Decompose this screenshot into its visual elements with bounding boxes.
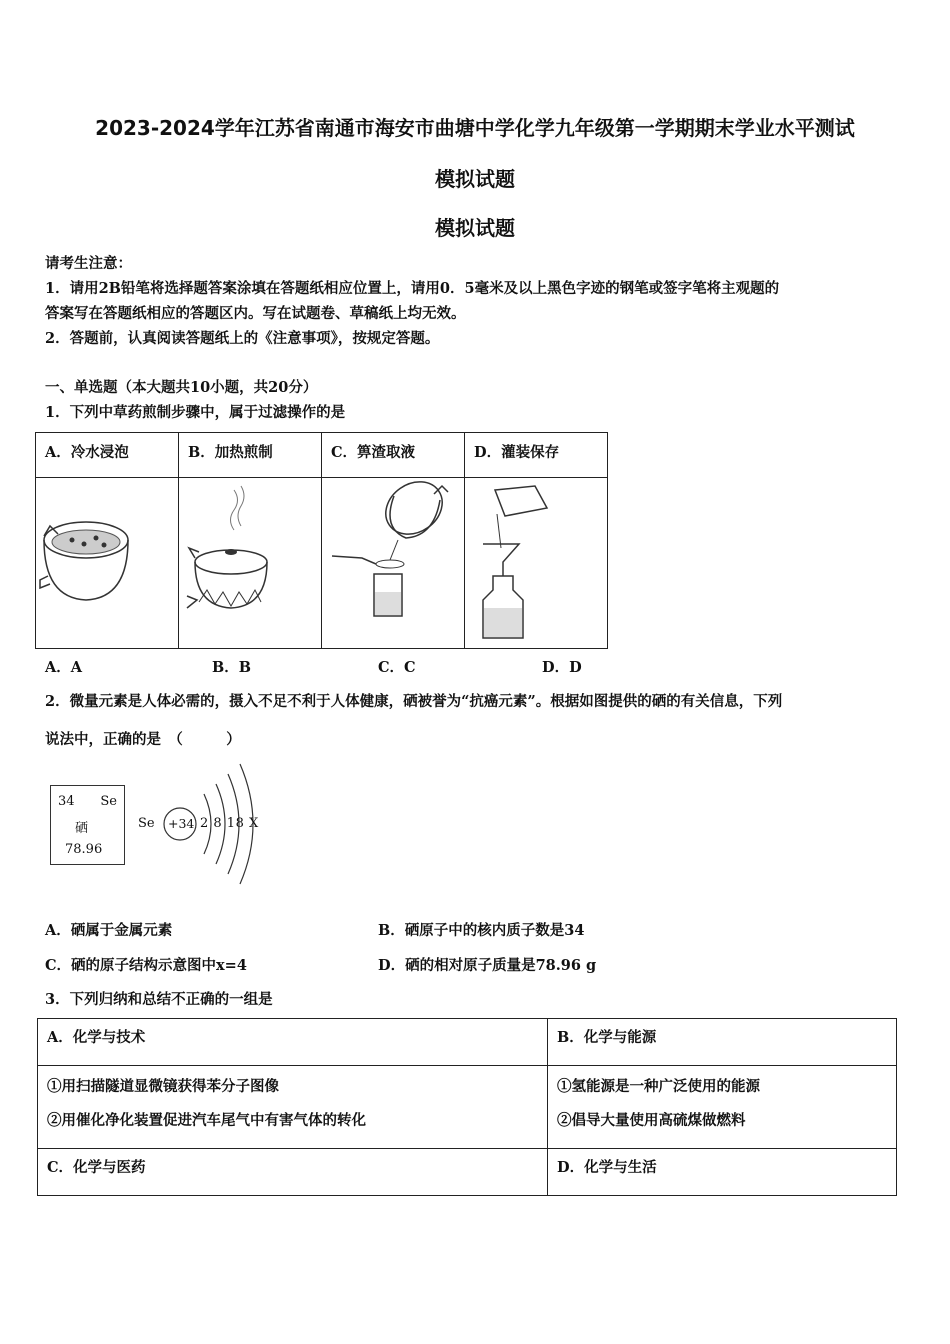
electron-shells: 2 8 18 X <box>200 816 259 831</box>
q3-stem: 3．下列归纳和总结不正确的一组是 <box>45 991 273 1008</box>
q2-option-c[interactable]: C．硒的原子结构示意图中x=4 <box>45 957 247 974</box>
exam-title: 2023-2024学年江苏省南通市海安市曲塘中学化学九年级第一学期期末学业水平测试 <box>95 116 855 140</box>
element-name: 硒 <box>75 821 89 836</box>
q3-table <box>37 1018 897 1196</box>
notice-heading: 请考生注意： <box>45 255 132 272</box>
q1-option-c[interactable]: C．C <box>378 659 416 676</box>
q2-option-a[interactable]: A．硒属于金属元素 <box>45 922 173 939</box>
q2-stem-line-1: 2．微量元素是人体必需的，摄入不足不利于人体健康，硒被誉为“抗癌元素”。根据如图提供的硒的有关信息，下列 <box>45 693 783 710</box>
q3-b-head: B．化学与能源 <box>548 1019 897 1066</box>
q2-stem-line-2: 说法中，正确的是 （ ） <box>45 731 241 748</box>
q1-image-d <box>465 478 608 649</box>
q1-header-a: A．冷水浸泡 <box>36 433 179 478</box>
notice-line-3: 2．答题前，认真阅读答题纸上的《注意事项》，按规定答题。 <box>45 330 440 347</box>
q1-image-c <box>322 478 465 649</box>
selenium-element-card <box>50 785 125 865</box>
bottling-icon <box>465 478 607 648</box>
atomic-mass: 78.96 <box>65 842 103 857</box>
exam-subtitle-repeat: 模拟试题 <box>435 216 515 240</box>
q1-option-d[interactable]: D．D <box>542 659 582 676</box>
q1-image-b <box>179 478 322 649</box>
q1-header-c: C．箅渣取液 <box>322 433 465 478</box>
notice-line-2: 答案写在答题纸相应的答题区内。写在试题卷、草稿纸上均无效。 <box>45 305 466 322</box>
q2-option-d[interactable]: D．硒的相对原子质量是78.96 g <box>378 957 597 974</box>
q1-header-b: B．加热煎制 <box>179 433 322 478</box>
boiling-pot-icon <box>179 478 321 648</box>
q1-option-a[interactable]: A．A <box>45 659 83 676</box>
nucleus-charge: +34 <box>168 816 195 831</box>
q1-option-b[interactable]: B．B <box>212 659 252 676</box>
q3-a-item-1: ①用扫描隧道显微镜获得苯分子图像 <box>47 1078 279 1095</box>
q3-a-item-2: ②用催化净化装置促进汽车尾气中有害气体的转化 <box>47 1112 366 1129</box>
section-heading: 一、单选题（本大题共10小题，共20分） <box>45 379 318 396</box>
q1-table <box>35 432 608 649</box>
q3-d-head: D．化学与生活 <box>548 1149 897 1196</box>
q3-b-item-2: ②倡导大量使用高硫煤做燃料 <box>557 1112 746 1129</box>
q3-c-head: C．化学与医药 <box>38 1149 548 1196</box>
atomic-number: 34 <box>58 794 75 809</box>
q1-image-a <box>36 478 179 649</box>
q3-a-head: A．化学与技术 <box>38 1019 548 1066</box>
q1-header-d: D．灌装保存 <box>465 433 608 478</box>
q3-a-content <box>38 1066 548 1149</box>
notice-line-1: 1．请用2B铅笔将选择题答案涂填在答题纸相应位置上，请用0．5毫米及以上黑色字迹的钢笔或签字笔将主观题的 <box>45 280 780 297</box>
exam-subtitle: 模拟试题 <box>435 167 515 191</box>
q1-stem: 1．下列中草药煎制步骤中，属于过滤操作的是 <box>45 404 346 421</box>
filtering-icon <box>322 478 464 648</box>
element-symbol: Se <box>100 794 117 809</box>
soaking-pot-icon <box>36 478 178 648</box>
q2-option-b[interactable]: B．硒原子中的核内质子数是34 <box>378 922 585 939</box>
q3-b-item-1: ①氢能源是一种广泛使用的能源 <box>557 1078 760 1095</box>
atom-symbol: Se <box>138 816 155 831</box>
q3-b-content <box>548 1066 897 1149</box>
